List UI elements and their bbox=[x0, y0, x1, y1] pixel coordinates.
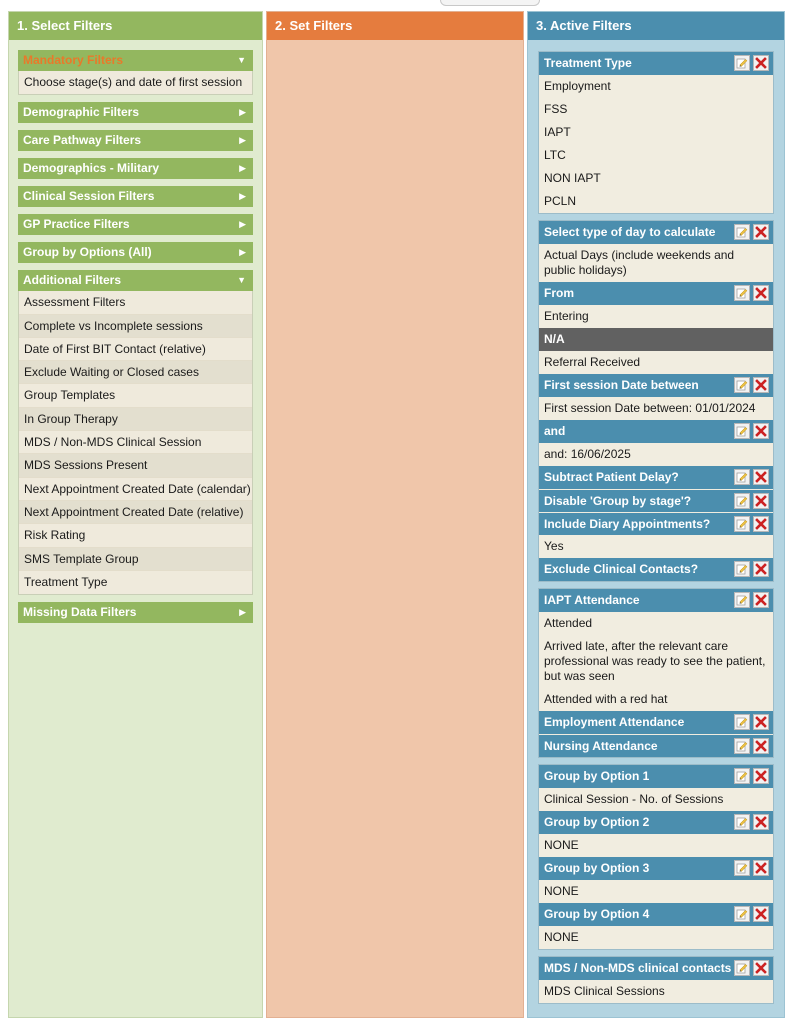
active-filter-title: Select type of day to calculate bbox=[544, 225, 716, 239]
filter-option[interactable]: Next Appointment Created Date (calendar) bbox=[19, 478, 252, 501]
edit-icon[interactable] bbox=[734, 561, 750, 577]
filter-group-title: Demographics - Military bbox=[23, 161, 160, 176]
filter-group-header[interactable] bbox=[18, 158, 253, 179]
remove-icon[interactable] bbox=[753, 860, 769, 876]
edit-icon[interactable] bbox=[734, 55, 750, 71]
active-filter-title: Treatment Type bbox=[544, 56, 632, 70]
active-filter-value: NONE bbox=[544, 930, 579, 944]
top-tab-stub bbox=[440, 0, 540, 6]
filter-group-mandatory-filters bbox=[18, 50, 253, 95]
remove-icon[interactable] bbox=[753, 768, 769, 784]
active-filter-value: Actual Days (include weekends and public holidays) bbox=[544, 248, 735, 277]
filter-group-header[interactable] bbox=[18, 214, 253, 235]
active-filter-title: Group by Option 3 bbox=[544, 861, 650, 875]
triangle-down-icon: ▼ bbox=[237, 55, 246, 65]
active-filter-title: Exclude Clinical Contacts? bbox=[544, 562, 699, 576]
filter-option[interactable]: Group Templates bbox=[19, 384, 252, 407]
triangle-right-icon: ▶ bbox=[239, 135, 246, 146]
active-filter-value: PCLN bbox=[544, 194, 577, 208]
filter-action-buttons bbox=[734, 860, 769, 876]
active-filter-title: and bbox=[544, 424, 566, 438]
triangle-right-icon: ▶ bbox=[239, 247, 246, 258]
active-filter-value: Clinical Session - No. of Sessions bbox=[544, 792, 724, 806]
active-filter-title: From bbox=[544, 286, 574, 300]
remove-icon[interactable] bbox=[753, 224, 769, 240]
active-filter-value: Attended with a red hat bbox=[544, 692, 668, 706]
filter-group-additional-filters bbox=[18, 270, 253, 595]
filter-group-header[interactable] bbox=[18, 602, 253, 623]
filter-group-title: Group by Options (All) bbox=[23, 245, 152, 260]
filter-group-title: Missing Data Filters bbox=[23, 605, 137, 620]
filter-option[interactable]: Complete vs Incomplete sessions bbox=[19, 315, 252, 338]
remove-icon[interactable] bbox=[753, 423, 769, 439]
filter-group-title: Additional Filters bbox=[23, 273, 122, 288]
active-filter-header-and bbox=[539, 420, 773, 443]
edit-icon[interactable] bbox=[734, 906, 750, 922]
filter-option[interactable]: SMS Template Group bbox=[19, 548, 252, 571]
active-filter-block bbox=[538, 956, 774, 1004]
triangle-down-icon: ▼ bbox=[237, 275, 246, 286]
active-filter-value: Referral Received bbox=[544, 355, 641, 369]
active-filter-title: IAPT Attendance bbox=[544, 593, 640, 607]
filter-option[interactable]: Assessment Filters bbox=[19, 291, 252, 314]
filter-action-buttons bbox=[734, 224, 769, 240]
filter-action-buttons bbox=[734, 906, 769, 922]
filter-group-header[interactable] bbox=[18, 186, 253, 207]
active-filter-header-subtract-patient-delay bbox=[539, 466, 773, 489]
triangle-right-icon: ▶ bbox=[239, 107, 246, 118]
filter-group-title: Demographic Filters bbox=[23, 105, 140, 120]
active-filter-value: LTC bbox=[544, 148, 566, 162]
active-filter-value: IAPT bbox=[544, 125, 571, 139]
active-filter-title: Group by Option 1 bbox=[544, 769, 650, 783]
active-filter-value: First session Date between: 01/01/2024 bbox=[544, 401, 756, 415]
active-filter-block bbox=[538, 764, 774, 950]
active-filter-header-first-session-date-between bbox=[539, 374, 773, 397]
filter-group-title: Mandatory Filters bbox=[23, 53, 124, 67]
edit-icon[interactable] bbox=[734, 714, 750, 730]
active-filter-header-mds-non-mds-clinical-contacts bbox=[539, 957, 773, 980]
active-filter-value: NON IAPT bbox=[544, 171, 601, 185]
filter-action-buttons bbox=[734, 592, 769, 608]
active-filters-column bbox=[527, 11, 785, 1018]
remove-icon[interactable] bbox=[753, 592, 769, 608]
triangle-right-icon: ▶ bbox=[239, 607, 246, 618]
active-filter-value: Arrived late, after the relevant care professional was ready to see the patient, but was seen bbox=[544, 639, 766, 683]
active-filter-list bbox=[528, 40, 784, 1004]
active-filter-title: First session Date between bbox=[544, 378, 699, 392]
active-filter-header-iapt-attendance bbox=[539, 589, 773, 612]
active-filter-title: Nursing Attendance bbox=[544, 739, 658, 753]
filter-option[interactable]: MDS Sessions Present bbox=[19, 454, 252, 477]
filter-option[interactable]: Date of First BIT Contact (relative) bbox=[19, 338, 252, 361]
filter-action-buttons bbox=[734, 768, 769, 784]
filter-option[interactable]: Treatment Type bbox=[24, 574, 108, 589]
remove-icon[interactable] bbox=[753, 469, 769, 485]
filter-group-clinical-session-filters bbox=[18, 186, 253, 207]
edit-icon[interactable] bbox=[734, 285, 750, 301]
filter-group-header[interactable] bbox=[18, 50, 253, 71]
filter-action-buttons bbox=[734, 423, 769, 439]
filter-action-buttons bbox=[734, 960, 769, 976]
active-filter-value: and: 16/06/2025 bbox=[544, 447, 631, 461]
edit-icon[interactable] bbox=[734, 860, 750, 876]
remove-icon[interactable] bbox=[753, 906, 769, 922]
select-filters-column bbox=[8, 11, 263, 1018]
active-filter-value: Entering bbox=[544, 309, 589, 323]
active-filter-title: Group by Option 4 bbox=[544, 907, 650, 921]
filter-option[interactable]: In Group Therapy bbox=[19, 408, 252, 431]
active-filter-title: Employment Attendance bbox=[544, 715, 685, 729]
remove-icon[interactable] bbox=[753, 561, 769, 577]
filter-option[interactable]: Choose stage(s) and date of first session bbox=[24, 75, 243, 89]
active-filters-title: 3. Active Filters bbox=[528, 12, 784, 40]
filter-group-demographic-filters bbox=[18, 102, 253, 123]
edit-icon[interactable] bbox=[734, 814, 750, 830]
filter-group-group-by-options-all bbox=[18, 242, 253, 263]
edit-icon[interactable] bbox=[734, 224, 750, 240]
filter-action-buttons bbox=[734, 714, 769, 730]
remove-icon[interactable] bbox=[753, 516, 769, 532]
active-filter-header-nursing-attendance bbox=[539, 734, 773, 757]
filter-group-title: Care Pathway Filters bbox=[23, 133, 142, 148]
active-filter-title: Group by Option 2 bbox=[544, 815, 650, 829]
active-filter-value: Employment bbox=[544, 79, 611, 93]
active-filter-title: Disable 'Group by stage'? bbox=[544, 494, 692, 508]
filter-action-buttons bbox=[734, 493, 769, 509]
active-filter-block bbox=[538, 220, 774, 582]
active-filter-header-disable-group-by-stage bbox=[539, 489, 773, 512]
edit-icon[interactable] bbox=[734, 469, 750, 485]
active-filter-header-employment-attendance bbox=[539, 711, 773, 734]
filter-option[interactable]: Next Appointment Created Date (relative) bbox=[19, 501, 252, 524]
active-filter-value: Attended bbox=[544, 616, 593, 630]
filter-group-list bbox=[9, 40, 262, 623]
edit-icon[interactable] bbox=[734, 738, 750, 754]
active-filter-value: N/A bbox=[539, 328, 773, 351]
filter-group-header[interactable] bbox=[18, 270, 253, 291]
active-filter-header-from bbox=[539, 282, 773, 305]
filter-action-buttons bbox=[734, 561, 769, 577]
filter-option-list bbox=[18, 291, 253, 595]
edit-icon[interactable] bbox=[734, 493, 750, 509]
filter-option-list bbox=[18, 71, 253, 95]
remove-icon[interactable] bbox=[753, 285, 769, 301]
filter-group-care-pathway-filters bbox=[18, 130, 253, 151]
active-filter-title: Subtract Patient Delay? bbox=[544, 470, 679, 484]
active-filter-block bbox=[538, 51, 774, 214]
active-filter-value: FSS bbox=[544, 102, 568, 116]
active-filter-title: Include Diary Appointments? bbox=[544, 517, 711, 531]
active-filter-header-select-type-of-day-to-calculate bbox=[539, 221, 773, 244]
remove-icon[interactable] bbox=[753, 55, 769, 71]
filter-action-buttons bbox=[734, 469, 769, 485]
filter-group-header[interactable] bbox=[18, 130, 253, 151]
remove-icon[interactable] bbox=[753, 960, 769, 976]
active-filter-title: MDS / Non-MDS clinical contacts bbox=[544, 961, 732, 975]
filter-group-missing-data-filters bbox=[18, 602, 253, 623]
active-filter-header-group-by-option-3 bbox=[539, 857, 773, 880]
active-filter-header-group-by-option-2 bbox=[539, 811, 773, 834]
filter-group-header[interactable] bbox=[18, 102, 253, 123]
edit-icon[interactable] bbox=[734, 960, 750, 976]
filter-option[interactable]: MDS / Non-MDS Clinical Session bbox=[19, 431, 252, 454]
filter-option[interactable]: Exclude Waiting or Closed cases bbox=[19, 361, 252, 384]
filter-group-header[interactable] bbox=[18, 242, 253, 263]
triangle-right-icon: ▶ bbox=[239, 191, 246, 202]
filter-action-buttons bbox=[734, 738, 769, 754]
filter-group-gp-practice-filters bbox=[18, 214, 253, 235]
set-filters-column bbox=[266, 11, 524, 1018]
filter-action-buttons bbox=[734, 285, 769, 301]
active-filter-header-group-by-option-4 bbox=[539, 903, 773, 926]
edit-icon[interactable] bbox=[734, 768, 750, 784]
active-filter-value: MDS Clinical Sessions bbox=[544, 984, 665, 998]
filter-group-demographics-military bbox=[18, 158, 253, 179]
filter-option[interactable]: Risk Rating bbox=[19, 524, 252, 547]
remove-icon[interactable] bbox=[753, 738, 769, 754]
set-filters-title: 2. Set Filters bbox=[267, 12, 523, 40]
active-filter-header-treatment-type bbox=[539, 52, 773, 75]
triangle-right-icon: ▶ bbox=[239, 163, 246, 174]
filter-group-title: GP Practice Filters bbox=[23, 217, 130, 232]
filter-group-title: Clinical Session Filters bbox=[23, 189, 155, 204]
remove-icon[interactable] bbox=[753, 493, 769, 509]
remove-icon[interactable] bbox=[753, 377, 769, 393]
active-filter-header-exclude-clinical-contacts bbox=[539, 558, 773, 581]
active-filter-block bbox=[538, 588, 774, 758]
filter-action-buttons bbox=[734, 814, 769, 830]
filter-action-buttons bbox=[734, 55, 769, 71]
active-filter-value: Yes bbox=[544, 539, 564, 553]
active-filter-value: NONE bbox=[544, 884, 579, 898]
edit-icon[interactable] bbox=[734, 516, 750, 532]
edit-icon[interactable] bbox=[734, 423, 750, 439]
active-filter-header-include-diary-appointments bbox=[539, 512, 773, 535]
active-filter-header-group-by-option-1 bbox=[539, 765, 773, 788]
remove-icon[interactable] bbox=[753, 714, 769, 730]
filter-action-buttons bbox=[734, 516, 769, 532]
edit-icon[interactable] bbox=[734, 592, 750, 608]
active-filter-value: NONE bbox=[544, 838, 579, 852]
triangle-right-icon: ▶ bbox=[239, 219, 246, 230]
select-filters-title: 1. Select Filters bbox=[9, 12, 262, 40]
filter-action-buttons bbox=[734, 377, 769, 393]
remove-icon[interactable] bbox=[753, 814, 769, 830]
edit-icon[interactable] bbox=[734, 377, 750, 393]
